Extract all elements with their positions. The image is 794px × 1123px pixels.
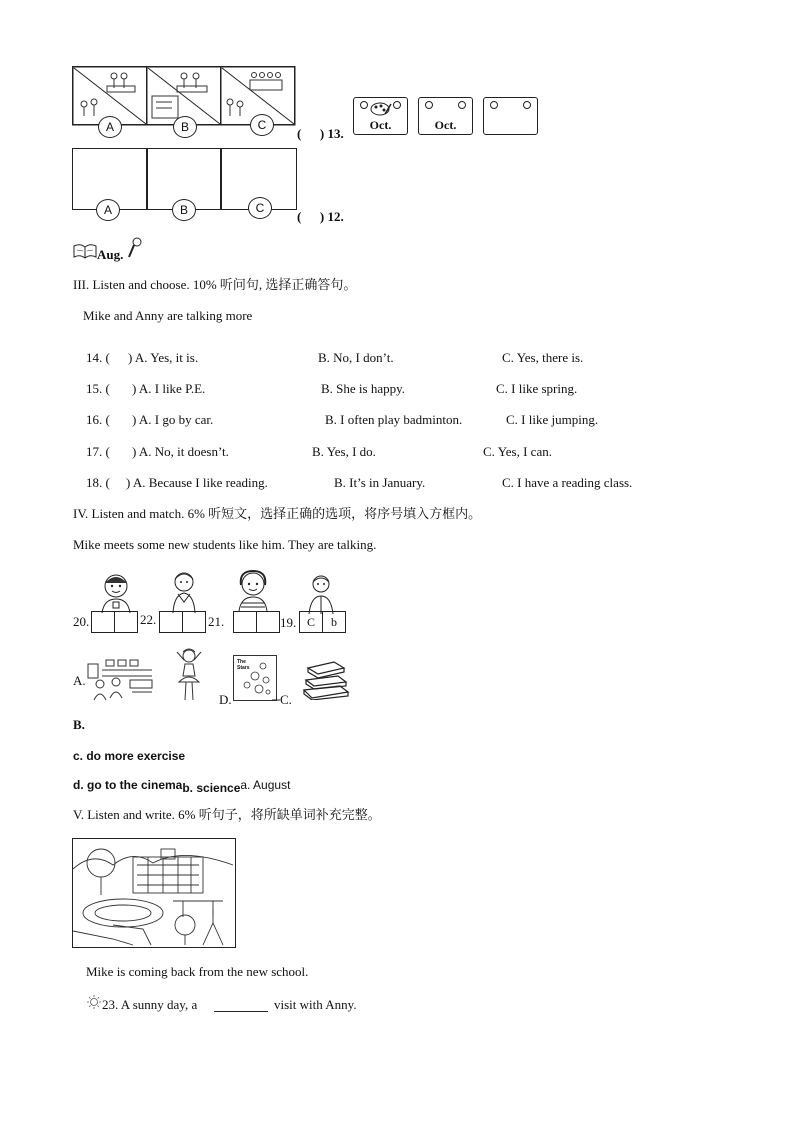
match-22-box1[interactable]: [159, 611, 183, 633]
q17-option-b: B. Yes, I do.: [312, 444, 376, 459]
q18-option-c: C. I have a reading class.: [502, 475, 633, 490]
match-21-box2[interactable]: [256, 611, 280, 633]
match-20-box1[interactable]: [91, 611, 115, 633]
q13-answer: [297, 126, 344, 142]
q18-option-a: ) A. Because I like reading.: [126, 475, 268, 490]
section4-heading: IV. Listen and match. 6% 听短文，选择正确的选项，将序号填入方框内。: [73, 506, 482, 521]
q23-text-before: 23. A sunny day, a: [102, 997, 198, 1012]
science-book-title: The Stars: [237, 659, 250, 671]
q15-option-c: C. I like spring.: [496, 381, 578, 396]
student-boy-portrait: [96, 571, 136, 613]
top-picture-strip: [72, 66, 296, 134]
section3-heading: III. Listen and choose. 10% 听问句, 选择正确答句。: [73, 277, 357, 292]
match-22-box2[interactable]: [182, 611, 206, 633]
microphone-icon: [127, 237, 143, 259]
section5-caption: Mike is coming back from the new school.: [86, 964, 309, 979]
calendar-ring-icon: [360, 101, 368, 109]
top-label-b: B: [173, 116, 197, 138]
q23-text-after: visit with Anny.: [274, 997, 357, 1012]
q17-option-c: C. Yes, I can.: [483, 444, 552, 459]
match-20-number: 20.: [73, 614, 90, 629]
empty-label-c: C: [248, 197, 272, 219]
q17-number: 17. (: [86, 444, 110, 459]
phrase-a: a. August: [240, 778, 291, 792]
q13-paren-open: (: [297, 126, 302, 141]
q23-answer-blank[interactable]: [214, 997, 268, 1012]
q13-paren-close: ): [319, 126, 325, 141]
q15-option-b: B. She is happy.: [321, 381, 406, 396]
option-d-label: D.: [219, 692, 232, 707]
match-19-box1[interactable]: C: [299, 611, 323, 633]
top-label-a: A: [98, 116, 122, 138]
q15-option-a: ) A. I like P.E.: [132, 381, 206, 396]
calendar-ring-icon: [425, 101, 433, 109]
question-15: [86, 381, 706, 397]
q16-option-b: B. I often play badminton.: [325, 412, 463, 427]
science-book-picture: [233, 655, 277, 701]
phrase-row: [73, 777, 290, 793]
q16-number: 16. (: [86, 412, 110, 427]
q16-option-a: ) A. I go by car.: [132, 412, 214, 427]
school-scene-picture: [72, 838, 236, 948]
phrase-b: b. science: [182, 781, 241, 795]
match-21-box1[interactable]: [233, 611, 257, 633]
question-18: [86, 475, 706, 491]
q14-number: 14. (: [86, 350, 110, 365]
q12-number: 12.: [327, 209, 344, 224]
calendar-2: [418, 97, 473, 135]
aug-label: Aug.: [97, 247, 124, 262]
empty-label-b: B: [172, 199, 196, 221]
q14-option-c: C. Yes, there is.: [502, 350, 584, 365]
calendar-ring-icon: [523, 101, 531, 109]
section3-intro: Mike and Anny are talking more: [83, 308, 253, 323]
phrase-c: c. do more exercise: [73, 749, 186, 763]
student-mike-portrait: [305, 572, 337, 614]
empty-label-a: A: [96, 199, 120, 221]
option-a-label: A.: [73, 673, 86, 688]
cinema-scene-picture: [86, 656, 156, 702]
dancing-girl-picture: [171, 646, 207, 702]
q16-option-c: C. I like jumping.: [506, 412, 599, 427]
student-girl-scarf-portrait: [167, 569, 201, 613]
section5-heading: V. Listen and write. 6% 听句子，将所缺单词补充完整。: [73, 807, 381, 822]
book-stack-picture: [300, 658, 350, 700]
q12-paren-open: (: [297, 209, 302, 224]
question-16: [86, 412, 706, 428]
q15-number: 15. (: [86, 381, 110, 396]
calendar-1-month: Oct.: [369, 118, 392, 132]
option-b-label: B.: [73, 717, 85, 732]
question-17: [86, 444, 706, 460]
calendar-ring-icon: [458, 101, 466, 109]
calendar-2-month: Oct.: [434, 118, 457, 132]
planets-icon: [235, 658, 275, 698]
q18-option-b: B. It’s in January.: [334, 475, 426, 490]
q17-option-a: ) A. No, it doesn’t.: [132, 444, 229, 459]
student-girl-portrait: [233, 569, 273, 611]
empty-picture-strip: [72, 148, 297, 217]
q18-number: 18. (: [86, 475, 110, 490]
calendar-1: [353, 97, 408, 135]
q13-number: 13.: [327, 126, 344, 141]
section4-intro: Mike meets some new students like him. They are talking.: [73, 537, 377, 552]
option-c-label: C.: [280, 692, 292, 707]
match-19-number: 19.: [280, 615, 297, 630]
top-label-c: C: [250, 114, 274, 136]
match-20-box2[interactable]: [114, 611, 138, 633]
q14-option-b: B. No, I don’t.: [318, 350, 394, 365]
q14-option-a: ) A. Yes, it is.: [128, 350, 199, 365]
match-21-number: 21.: [208, 614, 225, 629]
calendar-3: [483, 97, 538, 135]
book-icon: [73, 243, 97, 259]
phrase-d: d. go to the cinema: [73, 778, 183, 792]
q12-answer: [297, 209, 344, 225]
palette-icon: [370, 102, 392, 116]
calendar-ring-icon: [393, 101, 401, 109]
question-14: [86, 350, 706, 366]
calendar-ring-icon: [490, 101, 498, 109]
match-row: [73, 611, 363, 635]
match-22-number: 22.: [140, 612, 157, 627]
match-19-box2[interactable]: b: [322, 611, 346, 633]
school-building-picture: [73, 839, 234, 946]
sun-icon: [86, 995, 102, 1009]
q12-paren-close: ): [319, 209, 325, 224]
